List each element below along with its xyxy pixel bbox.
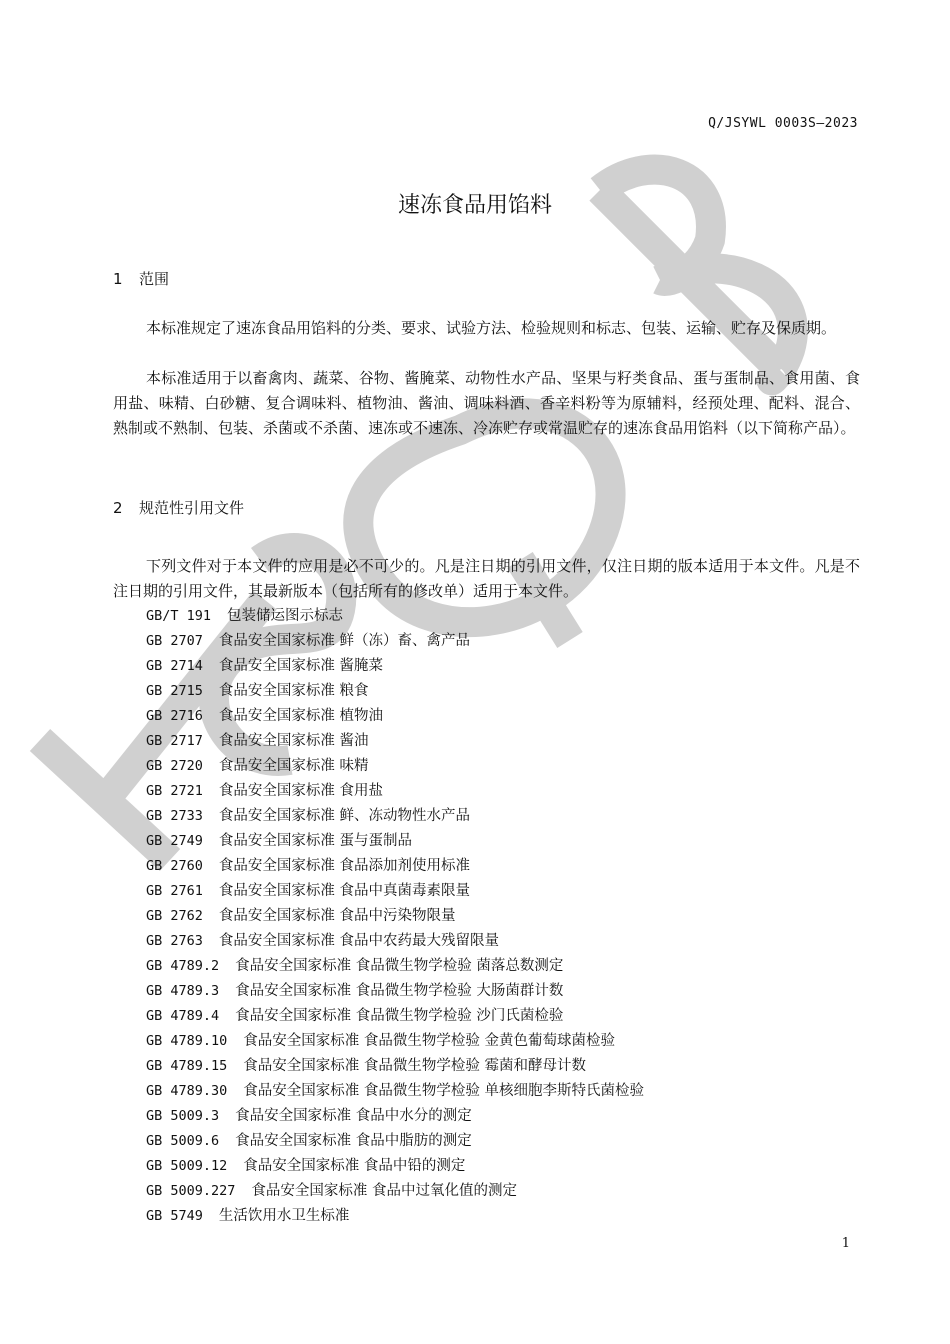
reference-item [146, 854, 644, 879]
section-title: 范围 [139, 270, 170, 288]
reference-item [146, 1129, 644, 1154]
reference-item [146, 1029, 644, 1054]
reference-title: 食品安全国家标准 食品中农药最大残留限量 [218, 933, 500, 949]
document-title: 速冻食品用馅料 [397, 193, 552, 218]
reference-code: GB 2707 [146, 633, 203, 649]
reference-code: GB 4789.15 [146, 1058, 228, 1074]
paragraph: 本标准适用于以畜禽肉、蔬菜、谷物、酱腌菜、动物性水产品、坚果与籽类食品、蛋与蛋制品、食用菌、食用盐、味精、白砂糖、复合调味料、植物油、酱油、调味料酒、香辛料粉等为原辅料，经预处理、配料、混合、熟制或不熟制、包装、杀菌或不杀菌、速冻或不速冻、冷冻贮存或常温贮存的速冻食品用馅料（以下简称产品）。 [113, 369, 860, 437]
reference-title: 食品安全国家标准 食品中脂肪的测定 [235, 1133, 472, 1149]
reference-code: GB 2715 [146, 683, 203, 699]
reference-item [146, 604, 644, 629]
reference-code: GB 5749 [146, 1208, 203, 1224]
reference-code: GB 2720 [146, 758, 203, 774]
reference-code: GB 4789.10 [146, 1033, 228, 1049]
reference-item [146, 779, 644, 804]
reference-item [146, 754, 644, 779]
reference-code: GB 4789.3 [146, 983, 220, 999]
section-2-heading [113, 497, 244, 518]
reference-title: 食品安全国家标准 食品中铅的测定 [243, 1158, 466, 1174]
reference-item [146, 679, 644, 704]
reference-title: 食品安全国家标准 食品微生物学检验 沙门氏菌检验 [235, 1008, 564, 1024]
reference-item [146, 829, 644, 854]
reference-item [146, 979, 644, 1004]
reference-title: 食品安全国家标准 粮食 [218, 683, 369, 699]
section-number: 2 [113, 499, 123, 517]
reference-title: 食品安全国家标准 食品中真菌毒素限量 [218, 883, 471, 899]
reference-title: 食品安全国家标准 食品微生物学检验 菌落总数测定 [235, 958, 564, 974]
paragraph: 下列文件对于本文件的应用是必不可少的。凡是注日期的引用文件，仅注日期的版本适用于本文件。凡是不注日期的引用文件，其最新版本（包括所有的修改单）适用于本文件。 [113, 557, 860, 600]
reference-code: GB 2761 [146, 883, 203, 899]
reference-code: GB 2760 [146, 858, 203, 874]
reference-item [146, 1004, 644, 1029]
reference-item [146, 1104, 644, 1129]
reference-title: 生活饮用水卫生标准 [218, 1208, 350, 1224]
page-number: 1 [841, 1236, 850, 1251]
reference-title: 食品安全国家标准 鲜（冻）畜、禽产品 [218, 633, 471, 649]
reference-title: 食品安全国家标准 食品微生物学检验 大肠菌群计数 [235, 983, 564, 999]
reference-title: 食品安全国家标准 植物油 [218, 708, 384, 724]
reference-title: 食品安全国家标准 食品添加剂使用标准 [218, 858, 471, 874]
reference-title: 食品安全国家标准 蛋与蛋制品 [218, 833, 413, 849]
reference-item [146, 804, 644, 829]
paragraph: 本标准规定了速冻食品用馅料的分类、要求、试验方法、检验规则和标志、包装、运输、贮存及保质期。 [146, 319, 837, 337]
reference-item [146, 879, 644, 904]
reference-title: 食品安全国家标准 食品中水分的测定 [235, 1108, 472, 1124]
reference-item [146, 929, 644, 954]
reference-item [146, 1204, 644, 1229]
standard-code: Q/JSYWL 0003S—2023 [708, 116, 858, 131]
reference-item [146, 1079, 644, 1104]
reference-item [146, 629, 644, 654]
reference-code: GB 2749 [146, 833, 203, 849]
reference-code: GB 2714 [146, 658, 203, 674]
reference-code: GB 5009.6 [146, 1133, 220, 1149]
reference-title: 包装储运图示标志 [227, 608, 344, 624]
reference-title: 食品安全国家标准 食品微生物学检验 金黄色葡萄球菌检验 [243, 1033, 615, 1049]
reference-title: 食品安全国家标准 食品中过氧化值的测定 [251, 1183, 518, 1199]
section-number: 1 [113, 270, 123, 288]
reference-item [146, 1054, 644, 1079]
reference-item [146, 654, 644, 679]
reference-code: GB 2762 [146, 908, 203, 924]
reference-title: 食品安全国家标准 酱腌菜 [218, 658, 384, 674]
section-title: 规范性引用文件 [139, 499, 245, 517]
reference-item [146, 1154, 644, 1179]
reference-code: GB 2763 [146, 933, 203, 949]
reference-code: GB 5009.3 [146, 1108, 220, 1124]
reference-code: GB 4789.30 [146, 1083, 228, 1099]
reference-item [146, 729, 644, 754]
reference-title: 食品安全国家标准 食品微生物学检验 单核细胞李斯特氏菌检验 [243, 1083, 644, 1099]
reference-title: 食品安全国家标准 鲜、冻动物性水产品 [218, 808, 471, 824]
reference-item [146, 704, 644, 729]
section-1-heading [113, 268, 169, 289]
reference-code: GB 2717 [146, 733, 203, 749]
reference-list [146, 604, 644, 1229]
reference-item [146, 904, 644, 929]
reference-code: GB 5009.227 [146, 1183, 236, 1199]
reference-title: 食品安全国家标准 食品微生物学检验 霉菌和酵母计数 [243, 1058, 586, 1074]
reference-title: 食品安全国家标准 味精 [218, 758, 369, 774]
reference-item [146, 1179, 644, 1204]
reference-title: 食品安全国家标准 食用盐 [218, 783, 384, 799]
reference-code: GB 4789.4 [146, 1008, 220, 1024]
reference-item [146, 954, 644, 979]
reference-code: GB 5009.12 [146, 1158, 228, 1174]
reference-title: 食品安全国家标准 食品中污染物限量 [218, 908, 456, 924]
reference-code: GB 2733 [146, 808, 203, 824]
reference-code: GB 2721 [146, 783, 203, 799]
reference-title: 食品安全国家标准 酱油 [218, 733, 369, 749]
reference-code: GB 4789.2 [146, 958, 220, 974]
reference-code: GB/T 191 [146, 608, 212, 624]
reference-code: GB 2716 [146, 708, 203, 724]
